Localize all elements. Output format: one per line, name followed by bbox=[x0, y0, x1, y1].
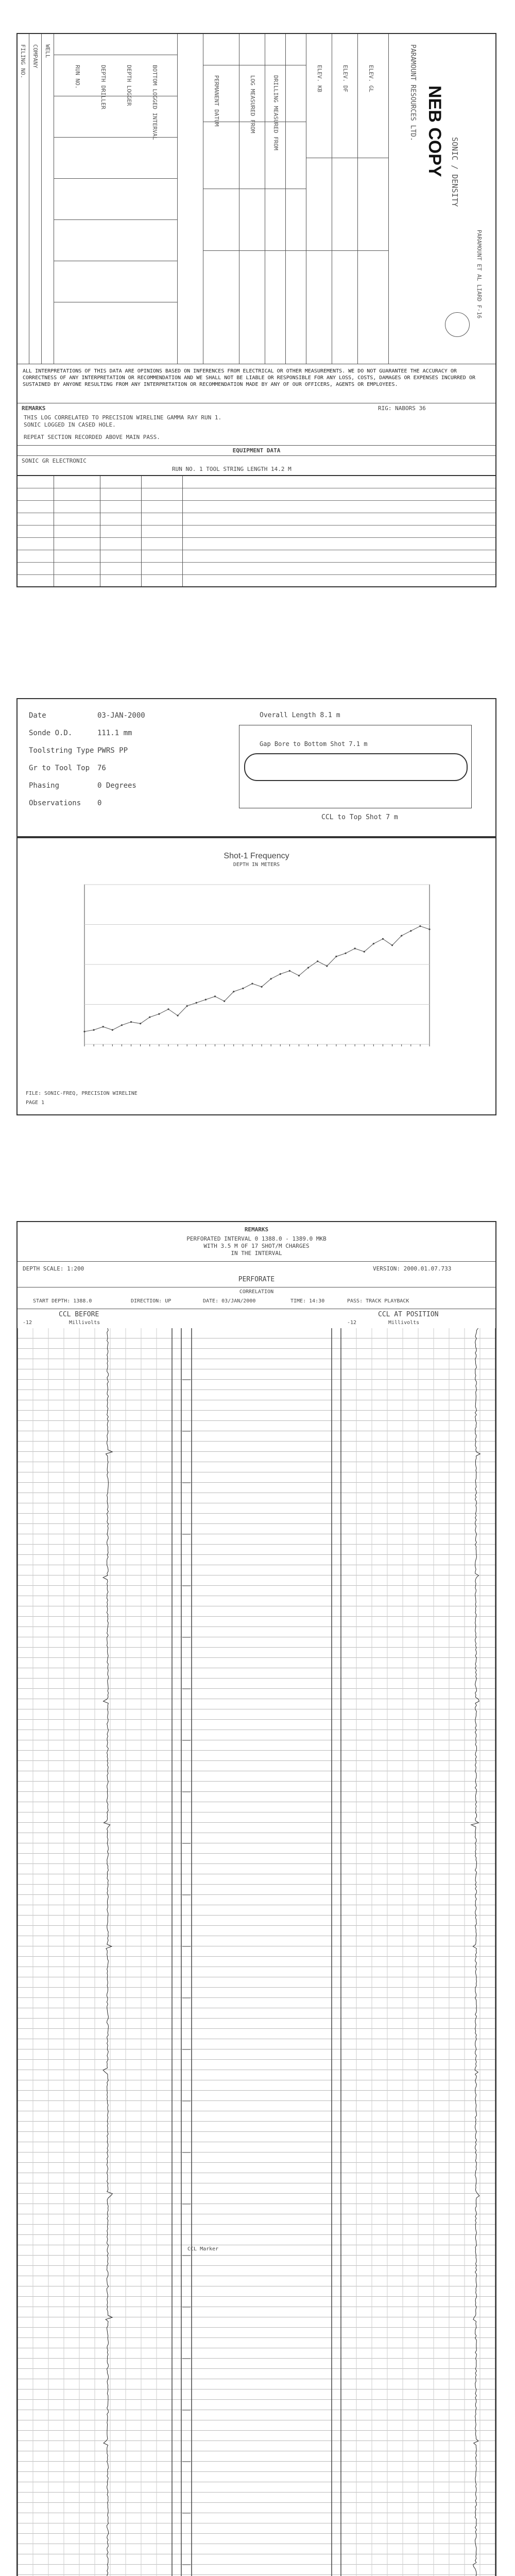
chart-point bbox=[317, 960, 318, 962]
log-track-area bbox=[18, 1328, 495, 2576]
product-vertical: SONIC / DENSITY bbox=[450, 137, 459, 207]
ccl-log-panel bbox=[16, 1221, 496, 2576]
chart-point bbox=[224, 1001, 225, 1002]
chart-point bbox=[373, 943, 374, 944]
date-top: DATE: 03/JAN/2000 bbox=[203, 1298, 256, 1304]
gr-label: Gr to Tool Top bbox=[29, 764, 90, 772]
chart-point bbox=[149, 1016, 150, 1018]
ccl-traces bbox=[18, 1328, 495, 2576]
track1-range-left: -12 bbox=[23, 1320, 32, 1326]
direction-top: DIRECTION: UP bbox=[131, 1298, 171, 1304]
chart-series-line bbox=[84, 926, 430, 1032]
remarks-rig: RIG: NABORS 36 bbox=[378, 405, 426, 412]
chart-point bbox=[401, 935, 402, 937]
log-remarks-label: REMARKS bbox=[244, 1226, 269, 1233]
frequency-chart-panel bbox=[16, 837, 496, 1115]
chart-point bbox=[102, 1026, 104, 1027]
chart-point bbox=[242, 988, 244, 989]
chart-point bbox=[335, 956, 337, 957]
phasing-value: 0 Degrees bbox=[97, 782, 136, 790]
neb-copy-stamp: NEB COPY bbox=[425, 86, 444, 177]
chart-subtitle: DEPTH IN METERS bbox=[233, 862, 280, 868]
chart-point bbox=[167, 1008, 169, 1010]
chart-point bbox=[233, 991, 234, 992]
perforate-label-top: PERFORATE bbox=[238, 1276, 275, 1283]
track1-title: CCL BEFORE bbox=[59, 1311, 99, 1318]
log-remarks-3: IN THE INTERVAL bbox=[231, 1250, 282, 1257]
chart-point bbox=[83, 1031, 85, 1032]
chart-point bbox=[196, 1002, 197, 1004]
frequency-chart bbox=[59, 879, 440, 1065]
gap-bore: Gap Bore to Bottom Shot 7.1 m bbox=[260, 740, 368, 748]
log-remarks-1: PERFORATED INTERVAL 0 1388.0 - 1389.0 MKB bbox=[186, 1235, 327, 1242]
track2-title: CCL AT POSITION bbox=[378, 1311, 439, 1318]
pass-top: PASS: TRACK PLAYBACK bbox=[347, 1298, 409, 1304]
chart-point bbox=[391, 944, 393, 946]
chart-point bbox=[270, 978, 272, 979]
chart-point bbox=[354, 947, 356, 949]
tool-data-panel bbox=[16, 698, 496, 837]
time-top: TIME: 14:30 bbox=[290, 1298, 325, 1304]
chart-point bbox=[307, 967, 309, 969]
date-value: 03-JAN-2000 bbox=[97, 711, 145, 720]
chart-point bbox=[326, 965, 328, 967]
chart-point bbox=[261, 986, 262, 988]
seal-stamp bbox=[445, 312, 470, 337]
chart-footer-page: PAGE 1 bbox=[26, 1100, 45, 1106]
track2-range-right: Millivolts bbox=[388, 1320, 420, 1326]
chart-point bbox=[289, 970, 290, 972]
equipment-grid bbox=[16, 476, 496, 587]
gr-value: 76 bbox=[97, 764, 106, 772]
chart-point bbox=[364, 951, 365, 953]
overall-length: Overall Length 8.1 m bbox=[260, 711, 340, 719]
chart-point bbox=[382, 938, 384, 940]
chart-title: Shot-1 Frequency bbox=[224, 852, 289, 860]
sonde-value: 111.1 mm bbox=[97, 729, 132, 737]
chart-footer: FILE: SONIC-FREQ, PRECISION WIRELINE bbox=[26, 1091, 138, 1096]
correlation-label-top: CORRELATION bbox=[239, 1289, 274, 1295]
log-remarks-2: WITH 3.5 M OF 17 SHOT/M CHARGES bbox=[203, 1243, 310, 1249]
chart-point bbox=[121, 1024, 123, 1026]
top-version: VERSION: 2000.01.07.733 bbox=[373, 1265, 452, 1272]
disclaimer-text: ALL INTERPRETATIONS OF THIS DATA ARE OPINIONS BASED ON INFERENCES FROM ELECTRICAL OR OTHER MEASUREMENTS. WE DO NOT GUARANTEE THE ACCURACY OR CORRECTNESS OF ANY INTERPRETATION OR RECOMMENDATION AND WE SHALL NOT BE LIABLE OR RESPONSIBLE FOR ANY LOSS, COSTS, DAMAGES OR EXPENSES INCURRED OR SUSTAINED BY ANYONE RESULTING FROM ANY INTERPRETATION OR RECOMMENDATION MADE BY ANY OF OUR OFFICERS, AGENTS OR EMPLOYEES. bbox=[23, 368, 475, 387]
chart-point bbox=[428, 928, 430, 930]
ccl-marker-1: CCL Marker bbox=[187, 2246, 219, 2252]
chart-point bbox=[130, 1021, 132, 1023]
chart-point bbox=[419, 925, 421, 927]
phasing-label: Phasing bbox=[29, 782, 60, 790]
chart-point bbox=[214, 995, 216, 997]
chart-point bbox=[410, 930, 411, 931]
track2-range-left: -12 bbox=[347, 1320, 357, 1326]
start-depth-top: START DEPTH: 1388.0 bbox=[33, 1298, 92, 1304]
log-heading-panel: FILING NO. COMPANY WELL PERMANENT DATUM LOG MEASURED FROM DRILLING MEASURED FROM ELEV. KB ELEV. DF ELEV. GL RUN NO. DEPTH DRILLER DEPTH LOGGER BOTTOM LOGGED INTERVAL PARAMOUNT RESOURCES LTD. SONIC / DENSITY NEB COPY PARAMOUNT ET AL LIARD F-16 ALL INTERPRETATIONS OF THIS DATA ARE OPINIONS BASED ON INFERENCES FROM ELECTRICAL OR OTHER MEASUREMENTS. WE DO NOT GUARANTEE THE ACCURACY OR CORRECTNESS OF ANY INTERPRETATION OR RECOMMENDATION AND WE SHALL NOT BE LIABLE OR RESPONSIBLE FOR ANY LOSS, COSTS, DAMAGES OR EXPENSES INCURRED OR SUSTAINED BY ANYONE RESULTING FROM ANY INTERPRETATION OR RECOMMENDATION MADE BY ANY OF OUR OFFICERS, AGENTS OR EMPLOYEES. REMARKS RIG: NABORS 36 THIS LOG CORRELATED TO PRECISION WIRELINE GAMMA RAY RUN 1. SONIC LOGGED IN CASED HOLE. REPEAT SECTION RECORDED ABOVE MAIN PASS. EQUIPMENT DATA SONIC GR ELECTRONIC RUN NO. 1 TOOL STRING LENGTH 14.2 M bbox=[16, 33, 496, 476]
track1-range-right: Millivolts bbox=[69, 1320, 100, 1326]
toolstring-body bbox=[244, 753, 468, 781]
chart-point bbox=[205, 999, 207, 1001]
chart-point bbox=[298, 975, 300, 976]
chart-point bbox=[280, 973, 281, 975]
date-label: Date bbox=[29, 711, 46, 720]
tool-value: PWRS PP bbox=[97, 747, 128, 755]
sonde-label: Sonde O.D. bbox=[29, 729, 73, 737]
well-vertical: PARAMOUNT ET AL LIARD F-16 bbox=[476, 230, 483, 319]
chart-point bbox=[158, 1013, 160, 1015]
ccl-before-trace bbox=[101, 1328, 113, 2576]
chart-point bbox=[251, 983, 253, 985]
chart-point bbox=[345, 953, 346, 954]
obs-value: 0 bbox=[97, 799, 102, 807]
remarks-line-2: SONIC LOGGED IN CASED HOLE. bbox=[24, 421, 116, 428]
top-depth-scale: DEPTH SCALE: 1:200 bbox=[23, 1265, 84, 1272]
chart-point bbox=[177, 1015, 178, 1016]
company-vertical: PARAMOUNT RESOURCES LTD. bbox=[409, 44, 417, 141]
chart-point bbox=[140, 1023, 141, 1024]
equipment-row-2: RUN NO. 1 TOOL STRING LENGTH 14.2 M bbox=[172, 466, 291, 472]
chart-point bbox=[93, 1029, 95, 1031]
chart-point bbox=[112, 1029, 113, 1031]
tool-label: Toolstring Type bbox=[29, 747, 94, 755]
equipment-label: EQUIPMENT DATA bbox=[232, 447, 281, 454]
equipment-row-1: SONIC GR ELECTRONIC bbox=[22, 457, 87, 464]
remarks-label: REMARKS bbox=[22, 405, 46, 412]
remarks-line-1: THIS LOG CORRELATED TO PRECISION WIRELINE GAMMA RAY RUN 1. bbox=[24, 414, 222, 421]
ccl-top-shot: CCL to Top Shot 7 m bbox=[321, 814, 398, 821]
remarks-line-3: REPEAT SECTION RECORDED ABOVE MAIN PASS. bbox=[24, 434, 160, 440]
chart-point bbox=[186, 1005, 188, 1007]
obs-label: Observations bbox=[29, 799, 81, 807]
